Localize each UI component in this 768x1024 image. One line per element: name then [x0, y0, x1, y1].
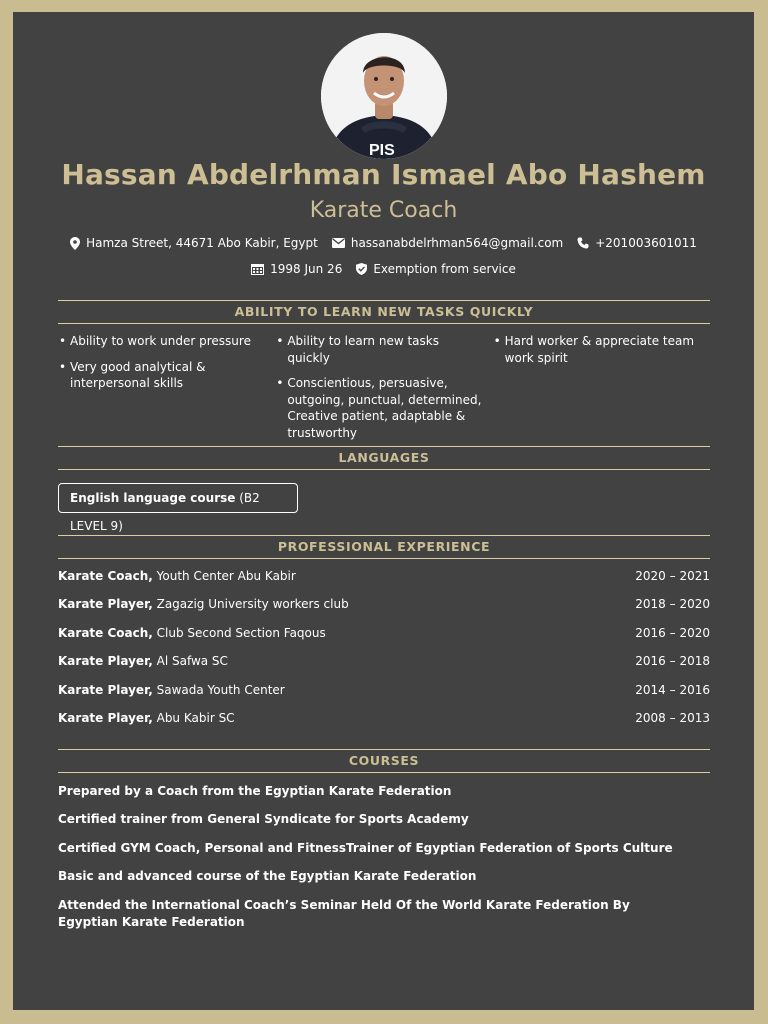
- course-item: Prepared by a Coach from the Egyptian Karate Federation: [58, 784, 452, 798]
- experience-row: [58, 626, 710, 640]
- phone-icon: [577, 237, 589, 249]
- experience-role: Karate Player,: [58, 711, 153, 725]
- skill-item: • Hard worker & appreciate team work spirit: [493, 333, 702, 366]
- email-text[interactable]: hassanabdelrhman564@gmail.com: [350, 236, 564, 250]
- skills-column-1: [58, 333, 275, 450]
- shield-icon: [356, 263, 367, 275]
- envelope-icon: [332, 238, 345, 248]
- svg-text:PIS: PIS: [369, 142, 395, 159]
- experience-dates: 2020 – 2021: [635, 569, 710, 583]
- experience-role: Karate Player,: [58, 683, 153, 697]
- contact-row-primary: [13, 236, 754, 250]
- experience-role: Karate Player,: [58, 654, 153, 668]
- language-level: (B2 LEVEL 9): [70, 491, 260, 533]
- experience-dates: 2016 – 2018: [635, 654, 710, 668]
- experience-place: Abu Kabir SC: [156, 711, 235, 725]
- language-item: [58, 483, 298, 533]
- calendar-icon: [251, 263, 264, 275]
- experience-place: Sawada Youth Center: [156, 683, 285, 697]
- phone-text[interactable]: +201003601011: [595, 236, 697, 250]
- experience-place: Zagazig University workers club: [156, 597, 349, 611]
- experience-row: [58, 654, 710, 668]
- experience-role: Karate Coach,: [58, 569, 153, 583]
- profile-photo-illustration: [321, 33, 447, 159]
- experience-place: Al Safwa SC: [156, 654, 228, 668]
- contact-birthdate: [251, 262, 342, 276]
- birthdate-text: 1998 Jun 26: [270, 262, 343, 276]
- experience-section-title: PROFESSIONAL EXPERIENCE: [58, 535, 710, 559]
- contact-email[interactable]: [332, 236, 563, 250]
- military-status-text: Exemption from service: [373, 262, 516, 276]
- skill-item: • Conscientious, persuasive, outgoing, punctual, determined, Creative patient, adaptable & trustworthy: [275, 375, 484, 441]
- course-item: Attended the International Coach’s Seminar Held Of the World Karate Federation By Egyptian Karate Federation: [58, 898, 630, 929]
- skill-item: • Very good analytical & interpersonal skills: [58, 359, 267, 392]
- course-item: Certified GYM Coach, Personal and FitnessTrainer of Egyptian Federation of Sports Culture: [58, 841, 673, 855]
- contact-row-secondary: [13, 262, 754, 276]
- skill-item: • Ability to learn new tasks quickly: [275, 333, 484, 366]
- experience-dates: 2018 – 2020: [635, 597, 710, 611]
- address-text: Hamza Street, 44671 Abo Kabir, Egypt: [86, 236, 318, 250]
- skill-item: • Ability to work under pressure: [58, 333, 267, 350]
- course-item: Certified trainer from General Syndicate for Sports Academy: [58, 812, 469, 826]
- experience-dates: 2016 – 2020: [635, 626, 710, 640]
- experience-row: [58, 711, 710, 725]
- resume-page: [13, 12, 754, 1010]
- languages-section-title: LANGUAGES: [58, 446, 710, 470]
- location-pin-icon: [70, 237, 80, 250]
- experience-place: Club Second Section Faqous: [156, 626, 326, 640]
- experience-dates: 2008 – 2013: [635, 711, 710, 725]
- contact-military-status: [356, 262, 516, 276]
- language-name: English language course: [70, 491, 236, 505]
- contact-phone[interactable]: [577, 236, 697, 250]
- skills-column-3: [493, 333, 710, 450]
- experience-row: [58, 683, 710, 697]
- candidate-name: Hassan Abdelrhman Ismael Abo Hashem: [61, 158, 706, 191]
- skills-column-2: [275, 333, 492, 450]
- experience-dates: 2014 – 2016: [635, 683, 710, 697]
- skills-list: [58, 333, 710, 450]
- experience-role: Karate Coach,: [58, 626, 153, 640]
- courses-section-title: COURSES: [58, 749, 710, 773]
- profile-photo: [321, 33, 447, 159]
- skills-section-title: ABILITY TO LEARN NEW TASKS QUICKLY: [58, 300, 710, 324]
- course-item: Basic and advanced course of the Egyptian Karate Federation: [58, 869, 477, 883]
- contact-address: [70, 236, 318, 250]
- experience-role: Karate Player,: [58, 597, 153, 611]
- experience-row: [58, 597, 710, 611]
- experience-row: [58, 569, 710, 583]
- candidate-role: Karate Coach: [309, 198, 458, 223]
- experience-place: Youth Center Abu Kabir: [156, 569, 296, 583]
